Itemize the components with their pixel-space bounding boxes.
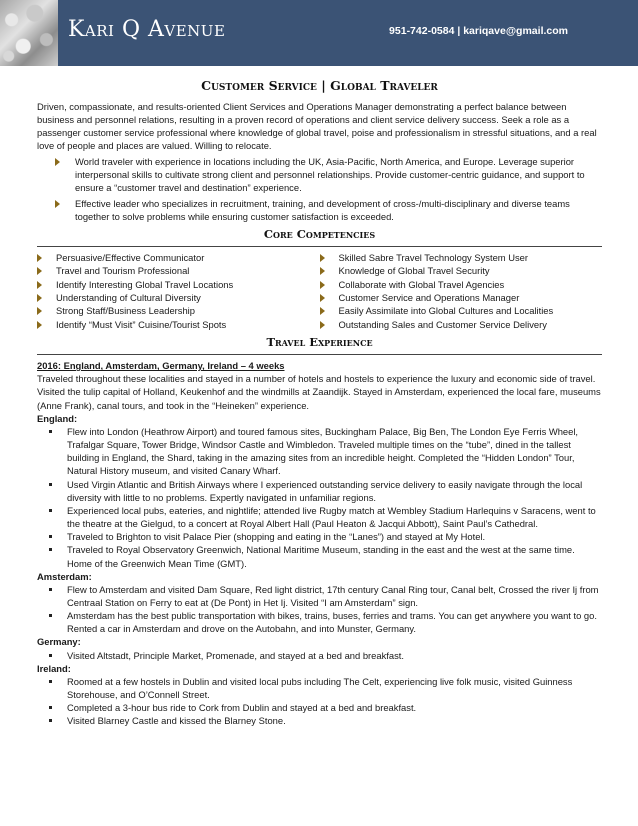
header-banner <box>0 0 638 66</box>
competency-item: Knowledge of Global Travel Security <box>320 264 603 277</box>
arrow-bullet-icon <box>320 294 325 302</box>
candidate-name: Kari Q Avenue <box>68 17 226 42</box>
trip-intro: Traveled throughout these localities and stayed in a number of hotels and hostels to experience the luxury and economic side of travel. Visited the tulip capital of Holland, Keukenhof and the windmills at Zaandijk. Stayed in Amsterdam, experienced the local fare, museums (Anne Frank), canal tours, and took in the “Heineken” experience. <box>37 373 601 411</box>
competency-item: Skilled Sabre Travel Technology System User <box>320 251 603 264</box>
country-heading: England: <box>37 412 78 424</box>
arrow-bullet-icon <box>37 281 42 289</box>
contact-info: 951-742-0584 | kariqave@gmail.com <box>389 25 568 37</box>
square-bullet-icon <box>49 483 52 486</box>
list-item: Traveled to Royal Observatory Greenwich, National Maritime Museum, standing in the east and the west at the same time. Home of the Greenwich Mean Time (GMT). <box>49 543 602 569</box>
arrow-bullet-icon <box>37 321 42 329</box>
country-heading: Ireland: <box>37 662 71 674</box>
list-item: Flew to Amsterdam and visited Dam Square, Red light district, 17th century Canal Ring tour, Canal belt, Crossed the river Ij from Centraal Station on Ferry to eat at (De Pont) in Het Ij. Visited “I am Amsterdam” sign. <box>49 583 602 609</box>
competency-item: Collaborate with Global Travel Agencies <box>320 278 603 291</box>
list-item: Amsterdam has the best public transportation with bikes, trains, buses, ferries and trams. You can get anywhere you want to go. Rented a car in Amsterdam and drove on the Autobahn, and into Munster, Germany. <box>49 609 602 635</box>
square-bullet-icon <box>49 588 52 591</box>
resume-body <box>37 77 602 728</box>
competency-item: Customer Service and Operations Manager <box>320 291 603 304</box>
arrow-bullet-icon <box>37 267 42 275</box>
competency-item: Outstanding Sales and Customer Service Delivery <box>320 318 603 331</box>
square-bullet-icon <box>49 430 52 433</box>
trip-title: 2016: England, Amsterdam, Germany, Ireland – 4 weeks <box>37 360 285 372</box>
country-heading: Germany: <box>37 636 81 648</box>
arrow-bullet-icon <box>37 294 42 302</box>
arrow-bullet-icon <box>320 254 325 262</box>
country-list <box>37 649 602 662</box>
list-item: Experienced local pubs, eateries, and nightlife; attended live Rugby match at Wembley Stadium Harlequins v Saracens, went to the theatre at the Gielgud, to a concert at Royal Albert Hall (Paul Heaton & Jacqui Abbott), Saint Paul’s Cathedral. <box>49 504 602 530</box>
competencies-right <box>320 251 603 331</box>
arrow-bullet-icon <box>320 267 325 275</box>
highlights-list <box>37 155 602 223</box>
list-item: Visited Blarney Castle and kissed the Blarney Stone. <box>49 714 602 727</box>
competency-item: Identify Interesting Global Travel Locations <box>37 278 320 291</box>
arrow-bullet-icon <box>37 307 42 315</box>
list-item: Roomed at a few hostels in Dublin and visited local pubs including The Celt, experiencing live folk music, visited Guinness Storehouse, and O’Connell Street. <box>49 675 602 701</box>
arrow-bullet-icon <box>37 254 42 262</box>
country-list <box>37 675 602 728</box>
competency-item: Persuasive/Effective Communicator <box>37 251 320 264</box>
list-item: Traveled to Brighton to visit Palace Pier (shopping and eating in the “Lanes”) and stayed at My Hotel. <box>49 530 602 543</box>
competency-item: Identify “Must Visit” Cuisine/Tourist Spots <box>37 318 320 331</box>
competencies-title: Core Competencies <box>263 226 376 241</box>
arrow-bullet-icon <box>320 281 325 289</box>
competency-item: Easily Assimilate into Global Cultures and Localities <box>320 304 603 317</box>
square-bullet-icon <box>49 719 52 722</box>
competencies-grid <box>37 251 602 331</box>
square-bullet-icon <box>49 680 52 683</box>
list-item: Flew into London (Heathrow Airport) and toured famous sites, Buckingham Palace, Big Ben, The London Eye Ferris Wheel, Trafalgar Square, Tower Bridge, Windsor Castle and Wimbledon. Traveled multiple times on the “tube”, dined in the tallest building in England, the Shard, taking in the amazing sites from an incredible height. Completed the “Hidden London” Tour, Natural History museum, and visited Canary Wharf. <box>49 425 602 478</box>
square-bullet-icon <box>49 654 52 657</box>
competency-item: Understanding of Cultural Diversity <box>37 291 320 304</box>
competency-item: Travel and Tourism Professional <box>37 264 320 277</box>
arrow-bullet-icon <box>55 200 60 208</box>
country-list <box>37 583 602 636</box>
competencies-left <box>37 251 320 331</box>
square-bullet-icon <box>49 614 52 617</box>
section-divider <box>37 246 602 247</box>
square-bullet-icon <box>49 509 52 512</box>
highlight-item: Effective leader who specializes in recruitment, training, and development of cross-/multi-disciplinary and diverse teams together to solve problems while ensuring customer satisfaction is exceeded. <box>55 197 602 223</box>
summary: Driven, compassionate, and results-oriented Client Services and Operations Manager demonstrating a perfect balance between business and personnel relations, resulting in a proven record of operations and client service delivery success. Seek a role as a passenger customer service professional where knowledge of global travel, poise and professionalism in stressful situations, and a real love of people and places are valued. Willing to relocate. <box>37 100 597 151</box>
list-item: Completed a 3-hour bus ride to Cork from Dublin and stayed at a bed and breakfast. <box>49 701 602 714</box>
list-item: Visited Altstadt, Principle Market, Promenade, and stayed at a bed and breakfast. <box>49 649 602 662</box>
country-list <box>37 425 602 570</box>
country-heading: Amsterdam: <box>37 570 92 582</box>
arrow-bullet-icon <box>55 158 60 166</box>
square-bullet-icon <box>49 535 52 538</box>
list-item: Used Virgin Atlantic and British Airways where I experienced outstanding service delivery to easily navigate through the local diversity with little to no problems. Expertly navigated in unfamiliar regions. <box>49 478 602 504</box>
experience-title: Travel Experience <box>266 335 373 350</box>
square-bullet-icon <box>49 706 52 709</box>
competency-item: Strong Staff/Business Leadership <box>37 304 320 317</box>
section-divider <box>37 354 602 355</box>
headline: Customer Service | Global Traveler <box>201 78 438 93</box>
arrow-bullet-icon <box>320 321 325 329</box>
highlight-item: World traveler with experience in locations including the UK, Asia-Pacific, North America, and Europe. Leverage superior interpersonal skills to cultivate strong client and personnel relationships. Provide customer-centric guidance, and support to ensure a “customer travel and destination” experience. <box>55 155 602 194</box>
header-decorative-image <box>0 0 58 66</box>
square-bullet-icon <box>49 548 52 551</box>
arrow-bullet-icon <box>320 307 325 315</box>
